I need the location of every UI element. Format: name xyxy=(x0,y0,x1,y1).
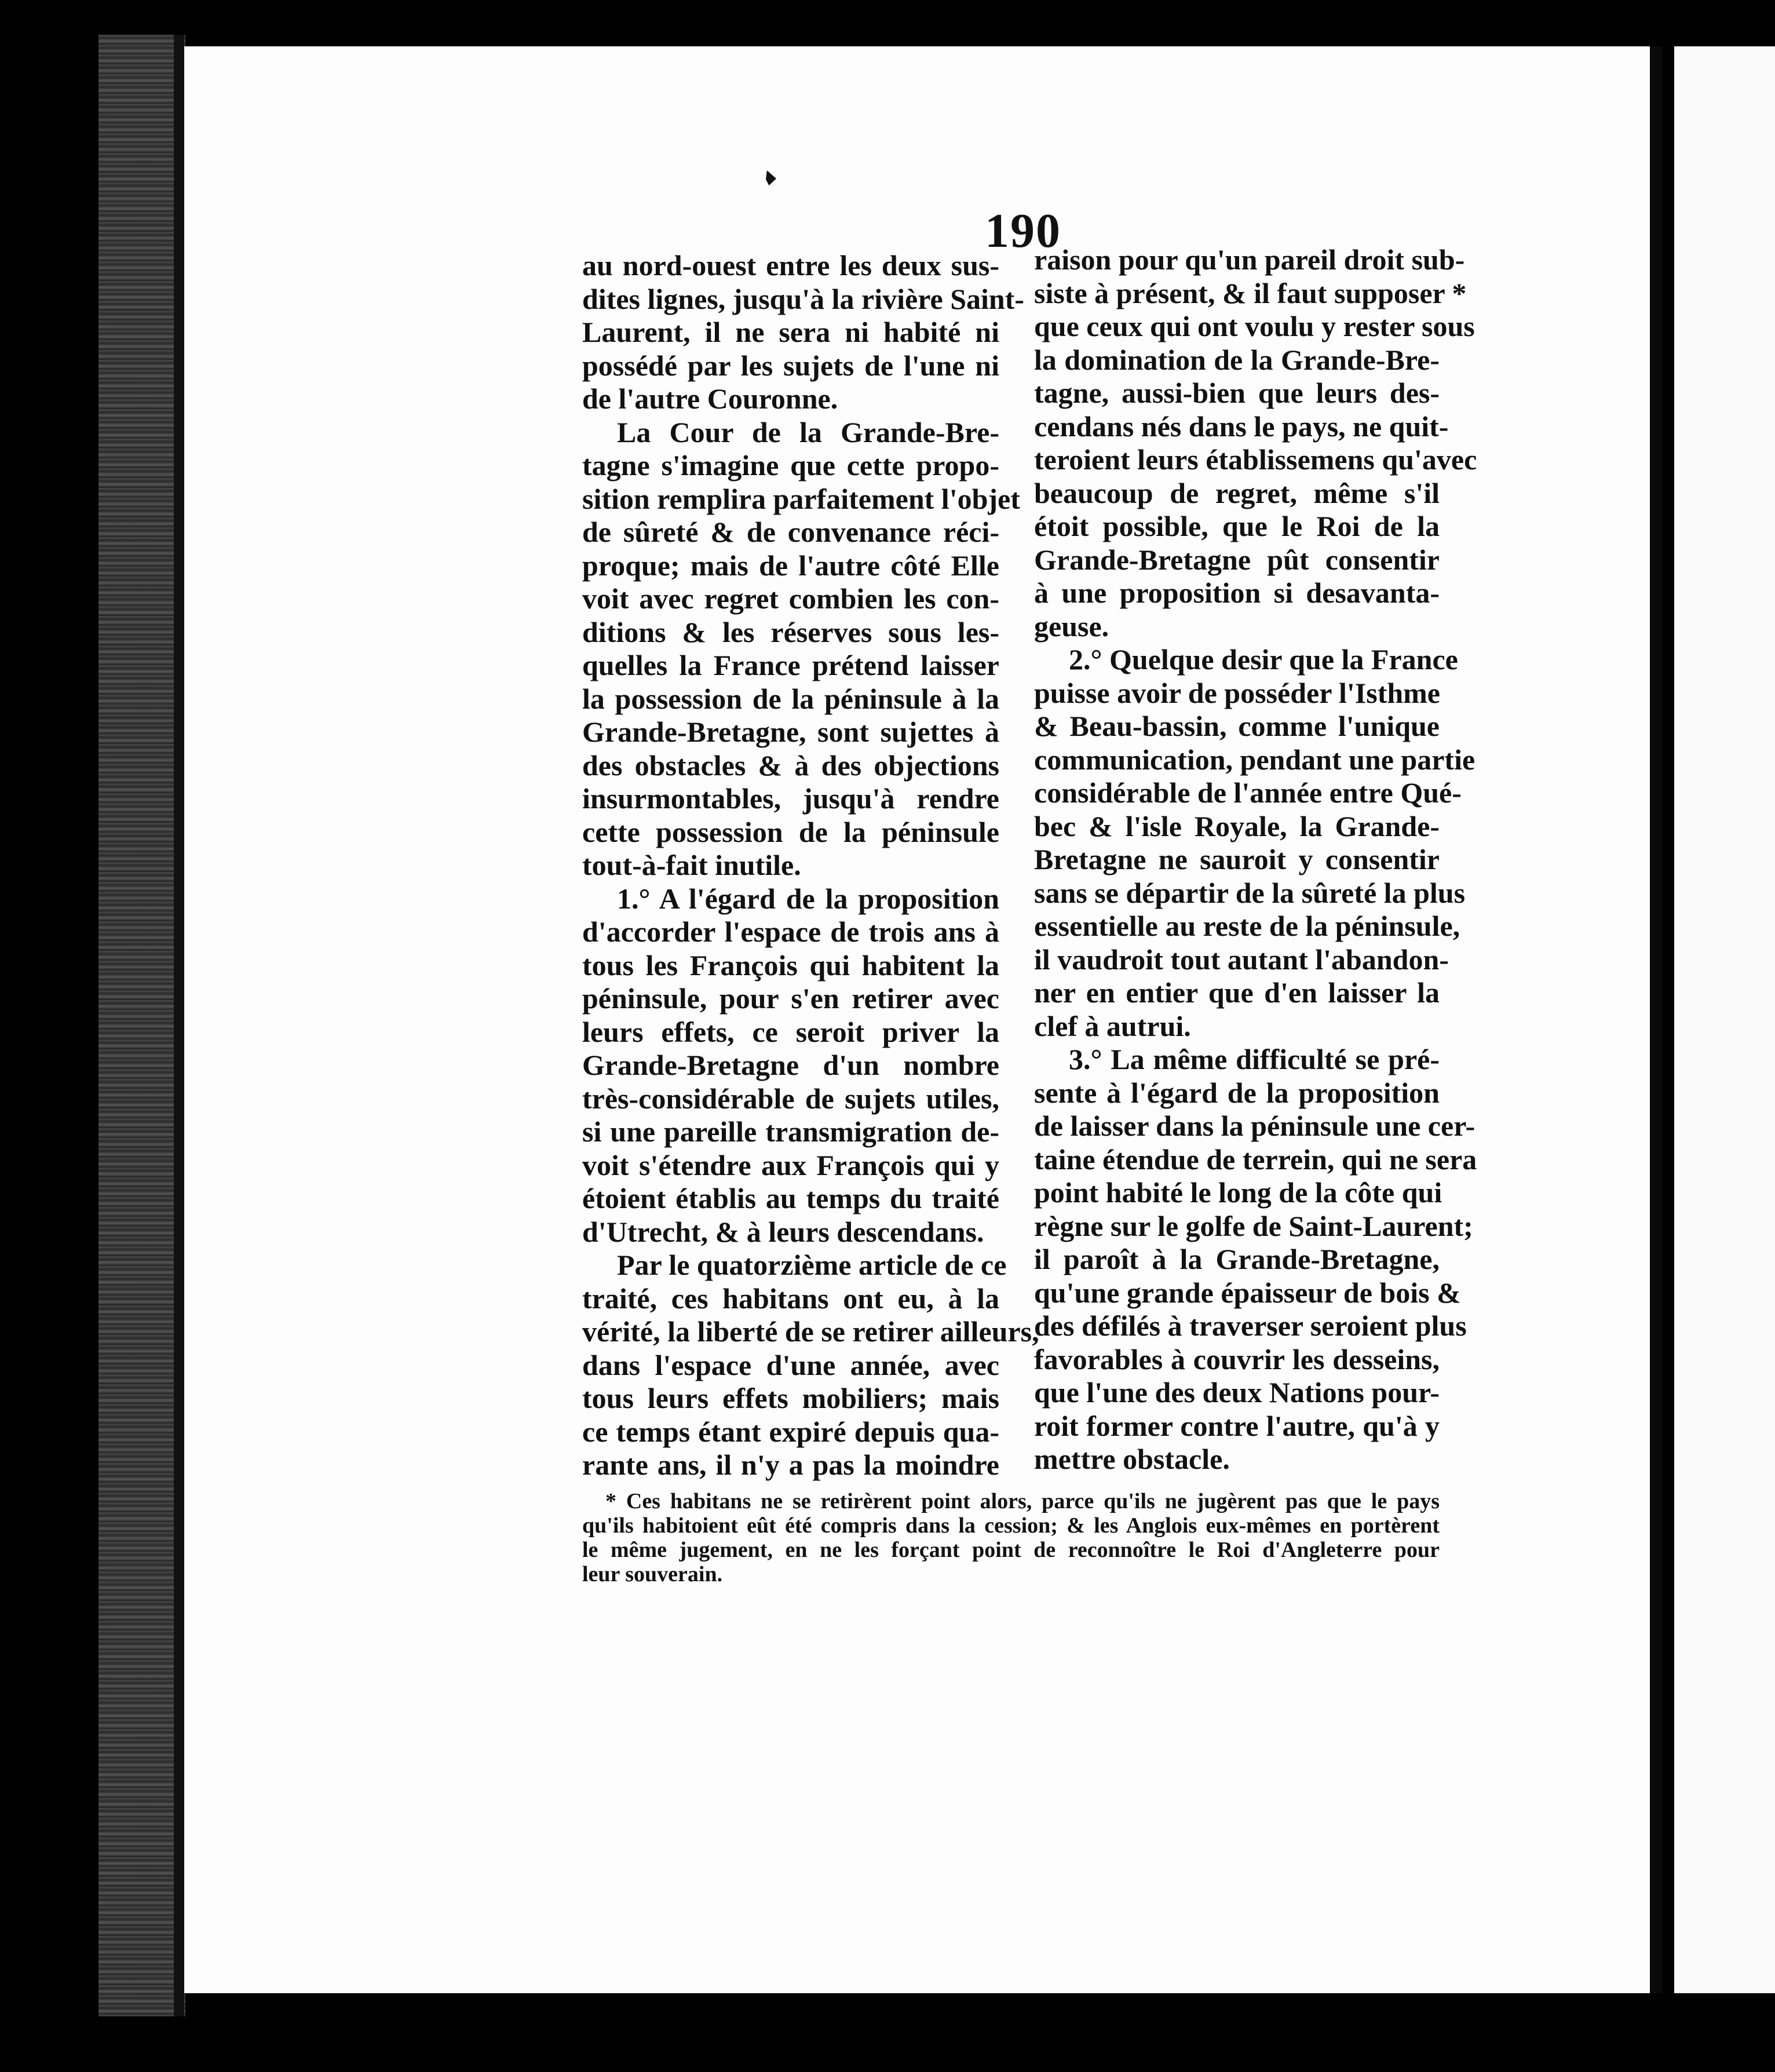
text-line: très-considérable de sujets utiles, xyxy=(582,1082,999,1115)
text-line: péninsule, pour s'en retirer avec xyxy=(582,982,999,1015)
text-line: 2.° Quelque desir que la France xyxy=(1069,643,1458,676)
text-line: tous leurs effets mobiliers; mais xyxy=(582,1382,999,1414)
text-line: d'accorder l'espace de trois ans à xyxy=(582,915,999,948)
text-line: étoient établis au temps du traité xyxy=(582,1182,999,1214)
text-line: des obstacles & à des objections xyxy=(582,749,999,782)
text-line: qu'une grande épaisseur de bois & xyxy=(1034,1276,1461,1309)
text-line: tagne s'imagine que cette propo- xyxy=(582,449,999,481)
text-line: il paroît à la Grande-Bretagne, xyxy=(1034,1243,1440,1275)
text-line: si une pareille transmigration de- xyxy=(582,1115,999,1148)
footnote-line: qu'ils habitoient eût été compris dans la cession; & les Anglois eux-mêmes en portèrent xyxy=(582,1513,1440,1538)
text-line: la domination de la Grande-Bre- xyxy=(1034,343,1440,376)
left-text-column xyxy=(582,249,1039,1482)
text-line: sente à l'égard de la proposition xyxy=(1034,1076,1440,1109)
text-line: bec & l'isle Royale, la Grande- xyxy=(1034,809,1440,842)
footnote-line: leur souverain. xyxy=(582,1562,723,1586)
text-line: roit former contre l'autre, qu'à y xyxy=(1034,1409,1440,1442)
text-line: cendans nés dans le pays, ne quit- xyxy=(1034,410,1449,443)
text-line: étoit possible, que le Roi de la xyxy=(1034,510,1440,542)
text-line: voit avec regret combien les con- xyxy=(582,582,999,615)
text-line: traité, ces habitans ont eu, à la xyxy=(582,1282,999,1315)
text-line: La Cour de la Grande-Bre- xyxy=(617,415,999,448)
text-line: à une proposition si desavanta- xyxy=(1034,577,1440,609)
text-line: teroient leurs établissemens qu'avec xyxy=(1034,443,1477,476)
text-line: Laurent, il ne sera ni habité ni xyxy=(582,316,999,348)
text-line: tout-à-fait inutile. xyxy=(582,849,801,881)
text-line: Bretagne ne sauroit y consentir xyxy=(1034,843,1440,876)
text-line: que l'une des deux Nations pour- xyxy=(1034,1376,1440,1409)
right-text-column xyxy=(1034,243,1477,1476)
text-line: de sûreté & de convenance réci- xyxy=(582,516,999,548)
page-edge-shadow xyxy=(1650,46,1663,1993)
text-line: quelles la France prétend laisser xyxy=(582,649,999,681)
text-line: dans l'espace d'une année, avec xyxy=(582,1348,999,1381)
text-line: ce temps étant expiré depuis qua- xyxy=(582,1415,999,1448)
text-line: possédé par les sujets de l'une ni xyxy=(582,349,999,382)
text-line: siste à présent, & il faut supposer * xyxy=(1034,276,1467,309)
text-line: ditions & les réserves sous les- xyxy=(582,615,999,648)
text-line: il vaudroit tout autant l'abandon- xyxy=(1034,943,1449,976)
text-line: beaucoup de regret, même s'il xyxy=(1034,476,1440,509)
text-line: sans se départir de la sûreté la plus xyxy=(1034,876,1466,909)
footnote-line: le même jugement, en ne les forçant point de reconnoître le Roi d'Angleterre pour xyxy=(582,1538,1440,1562)
text-line: rante ans, il n'y a pas la moindre xyxy=(582,1449,999,1481)
text-line: geuse. xyxy=(1034,610,1109,643)
text-line: ner en entier que d'en laisser la xyxy=(1034,976,1440,1009)
footnote-line: * Ces habitans ne se retirèrent point alors, parce qu'ils ne jugèrent pas que le pays xyxy=(605,1489,1440,1513)
text-line: au nord-ouest entre les deux sus- xyxy=(582,249,999,282)
binding-gutter xyxy=(98,35,185,2016)
text-line: 1.° A l'égard de la proposition xyxy=(617,882,999,915)
text-line: insurmontables, jusqu'à rendre xyxy=(582,782,999,815)
text-line: taine étendue de terrein, qui ne sera xyxy=(1034,1143,1477,1176)
text-line: dites lignes, jusqu'à la rivière Saint- xyxy=(582,282,1025,315)
text-line: vérité, la liberté de se retirer ailleurs, xyxy=(582,1315,1039,1348)
text-line: communication, pendant une partie xyxy=(1034,743,1475,776)
text-line: de laisser dans la péninsule une cer- xyxy=(1034,1110,1475,1142)
text-line: la possession de la péninsule à la xyxy=(582,682,999,715)
text-line: 3.° La même difficulté se pré- xyxy=(1069,1043,1440,1075)
text-line: Grande-Bretagne d'un nombre xyxy=(582,1049,999,1081)
text-line: Grande-Bretagne, sont sujettes à xyxy=(582,716,999,748)
text-line: Par le quatorzième article de ce xyxy=(617,1249,1007,1281)
text-line: que ceux qui ont voulu y rester sous xyxy=(1034,310,1475,342)
text-line: Grande-Bretagne pût consentir xyxy=(1034,543,1440,576)
text-line: puisse avoir de posséder l'Isthme xyxy=(1034,676,1441,709)
text-line: considérable de l'année entre Qué- xyxy=(1034,776,1462,809)
text-line: tous les François qui habitent la xyxy=(582,949,999,982)
footnote xyxy=(582,1489,1440,1586)
text-line: clef à autrui. xyxy=(1034,1009,1191,1042)
text-line: de l'autre Couronne. xyxy=(582,382,838,415)
text-line: cette possession de la péninsule xyxy=(582,815,999,848)
text-line: leurs effets, ce seroit priver la xyxy=(582,1015,999,1048)
text-line: règne sur le golfe de Saint-Laurent; xyxy=(1034,1209,1473,1242)
text-line: d'Utrecht, & à leurs descendans. xyxy=(582,1215,984,1248)
gutter-shadow xyxy=(174,35,184,2016)
text-line: proque; mais de l'autre côté Elle xyxy=(582,549,999,582)
text-line: mettre obstacle. xyxy=(1034,1443,1230,1475)
text-line: sition remplira parfaitement l'objet xyxy=(582,482,1020,515)
text-line: & Beau-bassin, comme l'unique xyxy=(1034,710,1440,742)
text-line: point habité le long de la côte qui xyxy=(1034,1176,1442,1209)
page-number: 190 xyxy=(985,204,1061,258)
text-line: favorables à couvrir les desseins, xyxy=(1034,1343,1440,1376)
adjacent-page-strip xyxy=(1674,46,1775,1993)
text-line: voit s'étendre aux François qui y xyxy=(582,1148,999,1181)
text-line: tagne, aussi-bien que leurs des- xyxy=(1034,377,1440,409)
text-line: des défilés à traverser seroient plus xyxy=(1034,1309,1467,1342)
text-line: raison pour qu'un pareil droit sub- xyxy=(1034,243,1465,276)
text-line: essentielle au reste de la péninsule, xyxy=(1034,910,1460,942)
